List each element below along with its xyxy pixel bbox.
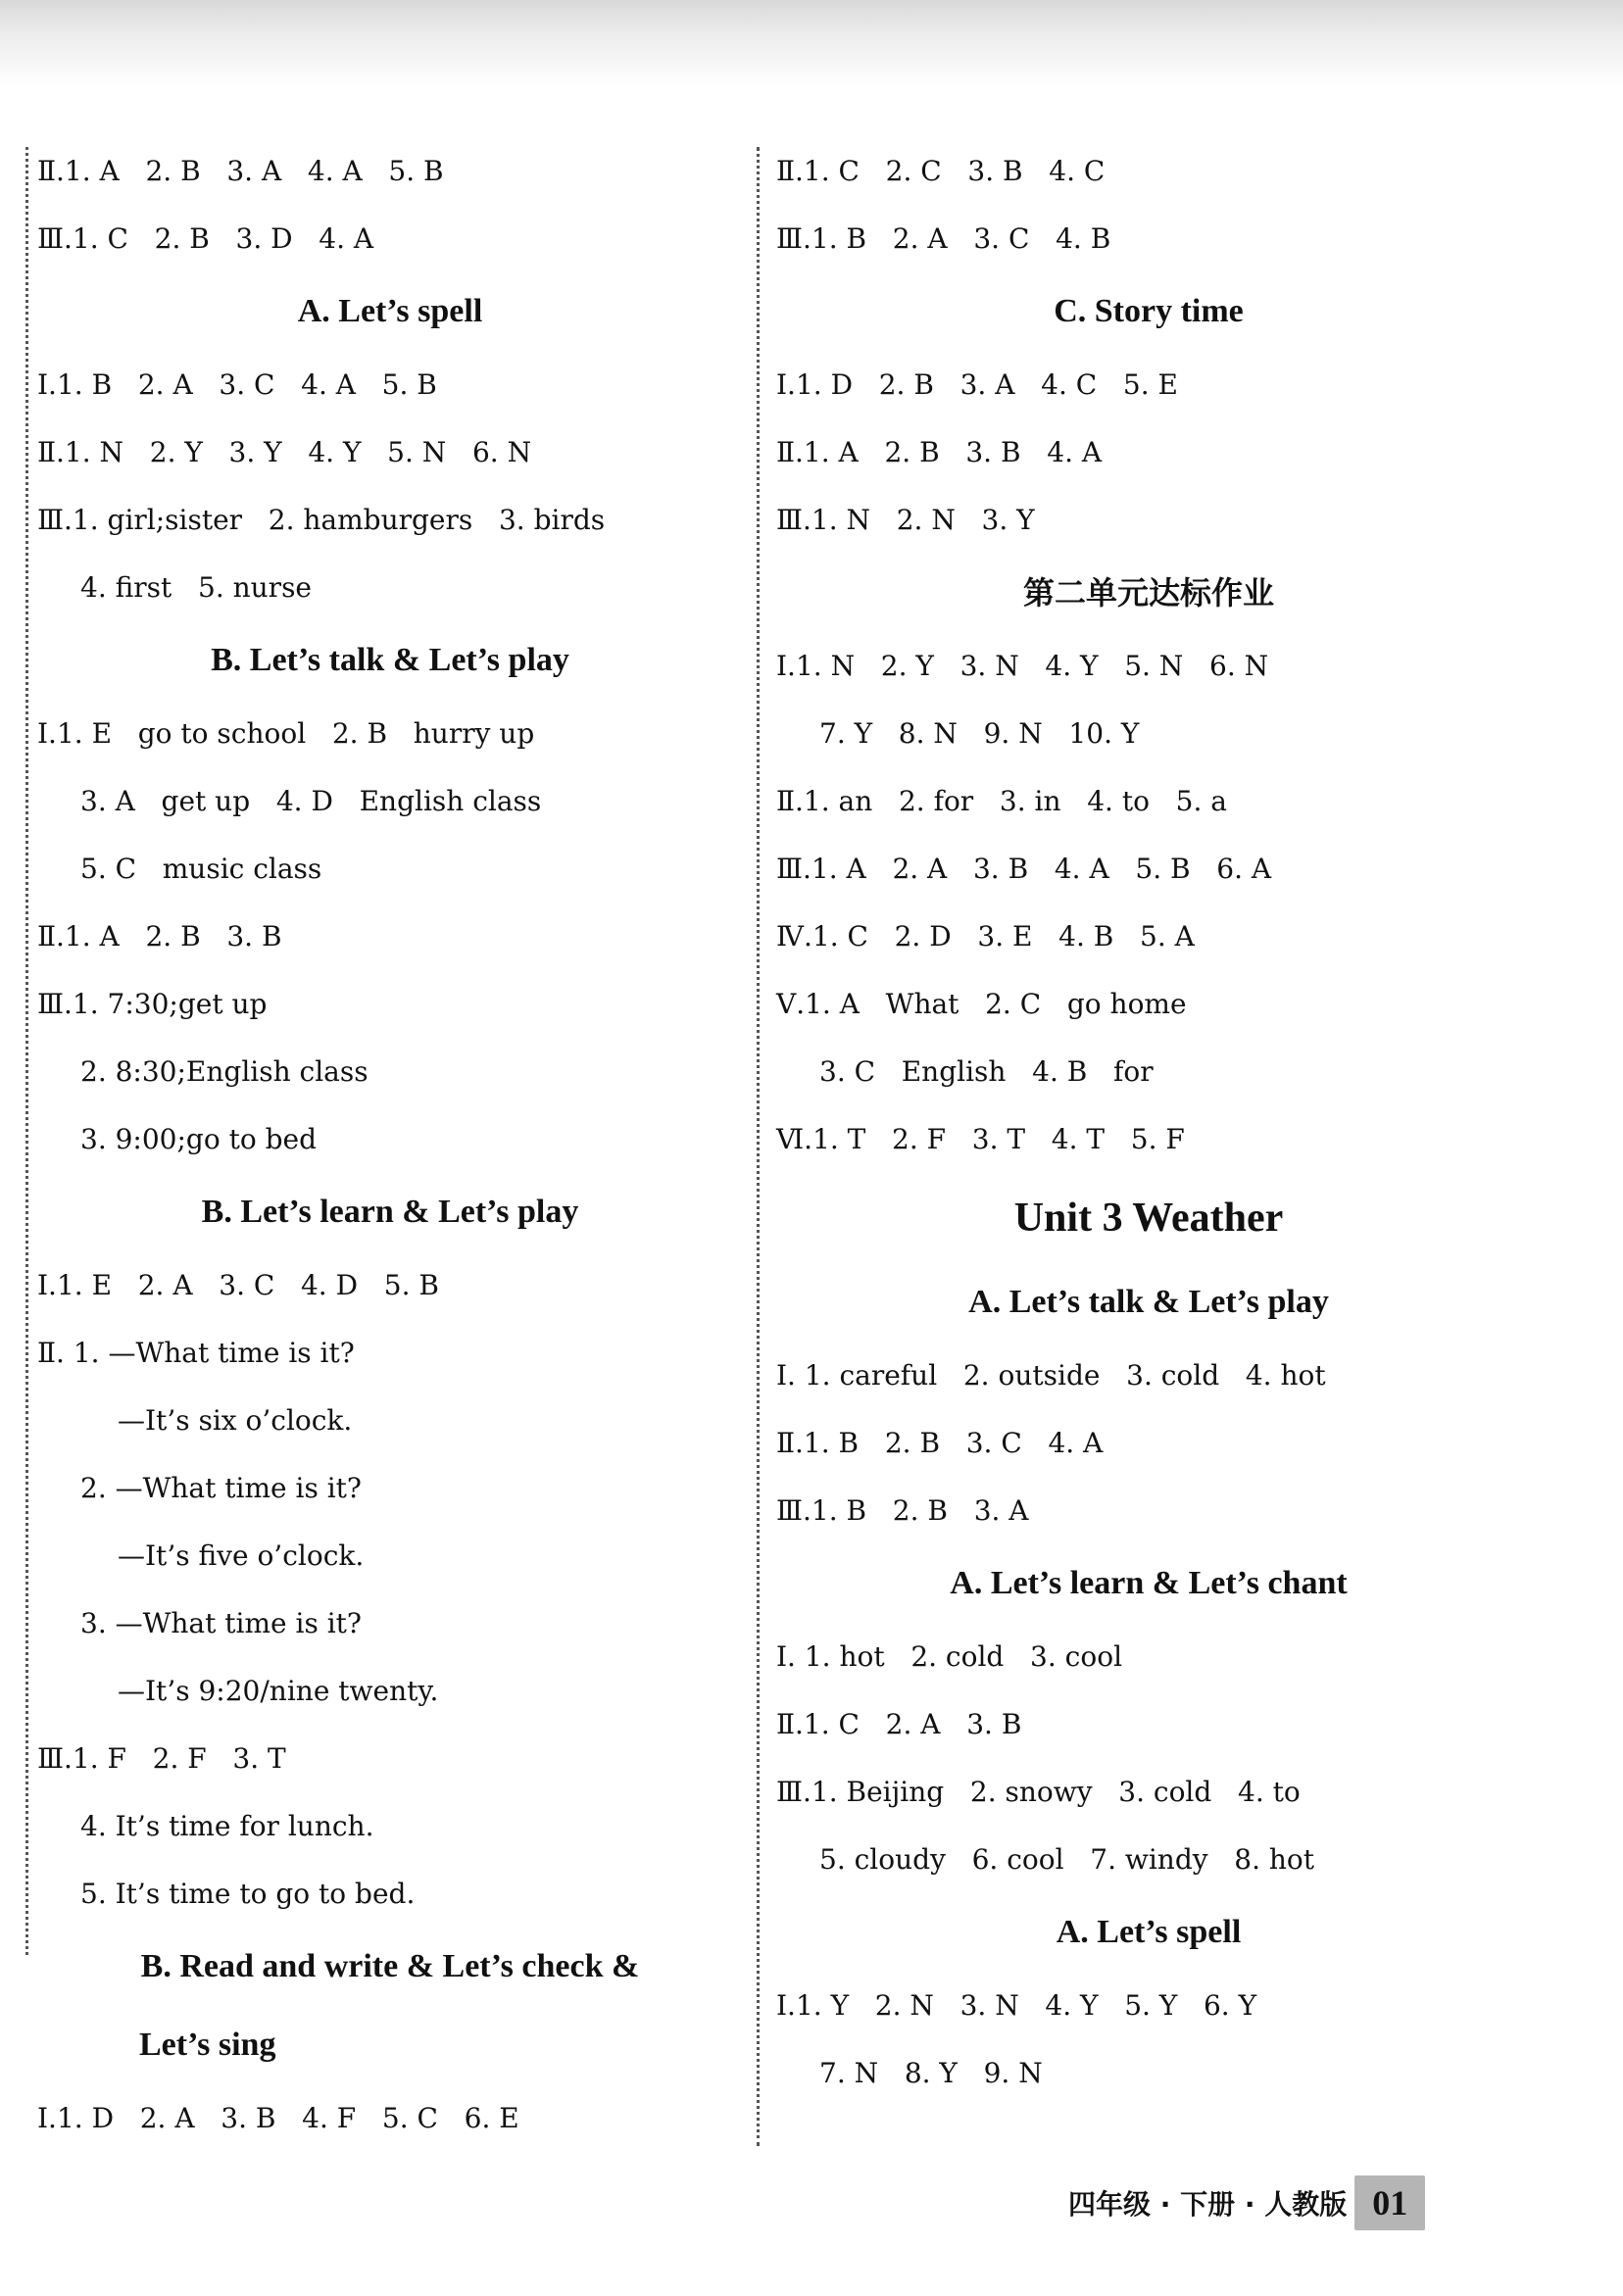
answer-line: 3. A get up 4. D English class: [80, 785, 542, 817]
book-info: 四年级 · 下册 · 人教版: [1068, 2188, 1348, 2221]
answer-line: —It’s five o’clock.: [118, 1539, 365, 1572]
page-number: 01: [1354, 2175, 1425, 2230]
answer-line: 4. first 5. nurse: [80, 571, 313, 604]
section-heading: A. Let’s learn & Let’s chant: [950, 1565, 1348, 1601]
answer-line: Ⅲ.1. 7:30;get up: [37, 988, 268, 1020]
answer-line: Ⅱ.1. C 2. A 3. B: [776, 1708, 1022, 1740]
answer-line: Ⅱ.1. A 2. B 3. B: [37, 920, 282, 953]
section-heading: Let’s sing: [139, 2027, 276, 2063]
answer-line: Ⅰ.1. N 2. Y 3. N 4. Y 5. N 6. N: [776, 650, 1269, 682]
answer-line: 5. cloudy 6. cool 7. windy 8. hot: [819, 1843, 1315, 1876]
section-heading: 第二单元达标作业: [1022, 574, 1274, 611]
answer-line: Ⅲ.1. B 2. A 3. C 4. B: [776, 222, 1111, 255]
answer-line: Ⅴ.1. A What 2. C go home: [776, 988, 1187, 1020]
right-column: [776, 137, 1521, 2107]
left-column: [37, 137, 743, 2152]
answer-line: Ⅱ.1. C 2. C 3. B 4. C: [776, 155, 1106, 187]
answer-line: 7. Y 8. N 9. N 10. Y: [819, 717, 1140, 750]
answer-line: Ⅲ.1. A 2. A 3. B 4. A 5. B 6. A: [776, 853, 1272, 885]
answer-line: Ⅱ.1. A 2. B 3. A 4. A 5. B: [37, 155, 444, 187]
answer-line: Ⅲ.1. N 2. N 3. Y: [776, 504, 1035, 536]
answer-line: 3. 9:00;go to bed: [80, 1123, 318, 1155]
answer-line: Ⅰ.1. E go to school 2. B hurry up: [37, 717, 535, 750]
answer-line: —It’s 9:20/nine twenty.: [118, 1675, 439, 1707]
answer-line: Ⅲ.1. C 2. B 3. D 4. A: [37, 222, 374, 255]
answer-line: Ⅲ.1. F 2. F 3. T: [37, 1742, 286, 1775]
answer-line: Ⅲ.1. girl;sister 2. hamburgers 3. birds: [37, 504, 606, 536]
answer-line: 4. It’s time for lunch.: [80, 1810, 374, 1842]
answer-line: 3. —What time is it?: [80, 1607, 362, 1639]
section-heading: A. Let’s spell: [297, 293, 483, 329]
section-heading: C. Story time: [1054, 293, 1244, 329]
answer-line: 5. C music class: [80, 853, 322, 885]
answer-line: 2. 8:30;English class: [80, 1055, 369, 1088]
answer-line: 5. It’s time to go to bed.: [80, 1878, 416, 1910]
answer-line: Ⅰ. 1. hot 2. cold 3. cool: [776, 1640, 1123, 1673]
section-heading: A. Let’s talk & Let’s play: [968, 1284, 1329, 1320]
page-footer: [1068, 2175, 1425, 2230]
section-heading: Unit 3 Weather: [1013, 1196, 1284, 1241]
answer-line: 2. —What time is it?: [80, 1472, 362, 1504]
answer-line: Ⅱ. 1. —What time is it?: [37, 1337, 355, 1369]
answer-line: Ⅰ.1. B 2. A 3. C 4. A 5. B: [37, 368, 437, 401]
answer-line: Ⅱ.1. A 2. B 3. B 4. A: [776, 436, 1103, 468]
answer-line: Ⅰ.1. D 2. A 3. B 4. F 5. C 6. E: [37, 2102, 519, 2134]
answer-line: Ⅱ.1. an 2. for 3. in 4. to 5. a: [776, 785, 1227, 817]
column-divider: [757, 147, 760, 2146]
scan-top-shadow: [0, 0, 1623, 88]
answer-line: Ⅵ.1. T 2. F 3. T 4. T 5. F: [776, 1123, 1185, 1155]
answer-line: Ⅱ.1. N 2. Y 3. Y 4. Y 5. N 6. N: [37, 436, 532, 468]
answer-line: 7. N 8. Y 9. N: [819, 2057, 1043, 2089]
answer-line: Ⅰ.1. E 2. A 3. C 4. D 5. B: [37, 1269, 439, 1301]
answer-line: Ⅰ. 1. careful 2. outside 3. cold 4. hot: [776, 1359, 1326, 1392]
answer-line: 3. C English 4. B for: [819, 1055, 1154, 1088]
answer-line: Ⅳ.1. C 2. D 3. E 4. B 5. A: [776, 920, 1195, 953]
section-heading: B. Let’s learn & Let’s play: [201, 1194, 579, 1230]
section-heading: B. Read and write & Let’s check &: [140, 1948, 640, 1984]
answer-line: Ⅰ.1. D 2. B 3. A 4. C 5. E: [776, 368, 1178, 401]
left-margin-rule: [25, 147, 28, 1955]
section-heading: B. Let’s talk & Let’s play: [211, 642, 569, 678]
section-heading: A. Let’s spell: [1056, 1914, 1242, 1950]
answer-line: Ⅱ.1. B 2. B 3. C 4. A: [776, 1427, 1104, 1459]
answer-line: Ⅲ.1. Beijing 2. snowy 3. cold 4. to: [776, 1776, 1301, 1808]
answer-line: Ⅰ.1. Y 2. N 3. N 4. Y 5. Y 6. Y: [776, 1989, 1257, 2022]
answer-line: Ⅲ.1. B 2. B 3. A: [776, 1494, 1029, 1527]
answer-line: —It’s six o’clock.: [118, 1404, 353, 1437]
